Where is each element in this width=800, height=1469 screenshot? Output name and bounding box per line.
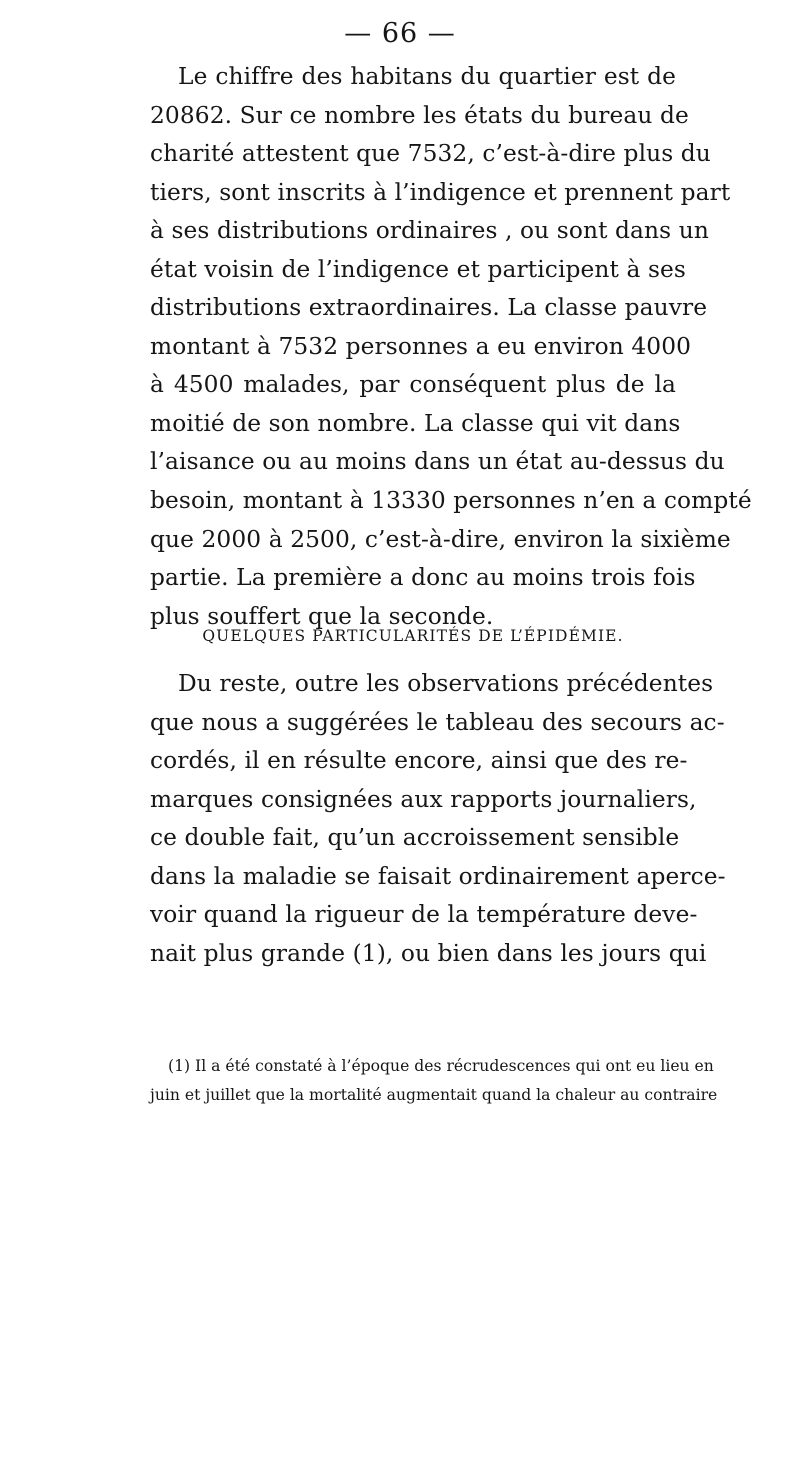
text-line: moitié de son nombre. La classe qui vit dans [150,409,681,437]
text-line: Du reste, outre les observations précédentes [178,670,714,697]
text-line: nait plus grande (1), ou bien dans les jours qui [150,939,707,967]
text-line: montant à 7532 personnes a eu environ 4000 [150,332,692,360]
text-line: l’aisance ou au moins dans un état au-dessus du [150,448,725,476]
text-line: que nous a suggérées le tableau des secours ac- [150,708,725,736]
text-line: à 4500 malades, par conséquent plus de la [150,371,676,399]
footnote-line: (1) Il a été constaté à l’époque des récrudescences qui ont eu lieu en [168,1057,714,1075]
text-line: cordés, il en résulte encore, ainsi que des re- [150,747,688,775]
text-line: à ses distributions ordinaires , ou sont dans un [150,217,709,245]
text-line: 20862. Sur ce nombre les états du bureau de [150,101,689,129]
section-title: QUELQUES PARTICULARITÉS DE L’ÉPIDÉMIE. [202,627,624,645]
text-line: marques consignées aux rapports journaliers, [150,785,697,813]
text-line: charité attestent que 7532, c’est-à-dire plus du [150,140,711,168]
text-line: plus souffert que la seconde. [150,602,494,630]
text-line: besoin, montant à 13330 personnes n’en a compté [150,487,752,515]
footnote-line: juin et juillet que la mortalité augmentait quand la chaleur au contraire [150,1086,718,1104]
text-line: état voisin de l’indigence et participent à ses [150,255,686,283]
text-line: tiers, sont inscrits à l’indigence et prennent part [150,178,731,206]
text-line: dans la maladie se faisait ordinairement aperce- [150,862,726,890]
text-line: partie. La première a donc au moins trois fois [150,564,696,592]
paragraph-1 [150,58,752,636]
text-line: voir quand la rigueur de la température deve- [150,901,698,929]
footnote [150,1052,718,1110]
page-number: — 66 — [344,18,456,49]
text-line: Le chiffre des habitans du quartier est de [178,63,676,90]
text-line: distributions extraordinaires. La classe pauvre [150,294,708,322]
paragraph-2 [150,665,726,973]
text-line: ce double fait, qu’un accroissement sensible [150,824,680,852]
text-line: que 2000 à 2500, c’est-à-dire, environ la sixième [150,525,731,553]
